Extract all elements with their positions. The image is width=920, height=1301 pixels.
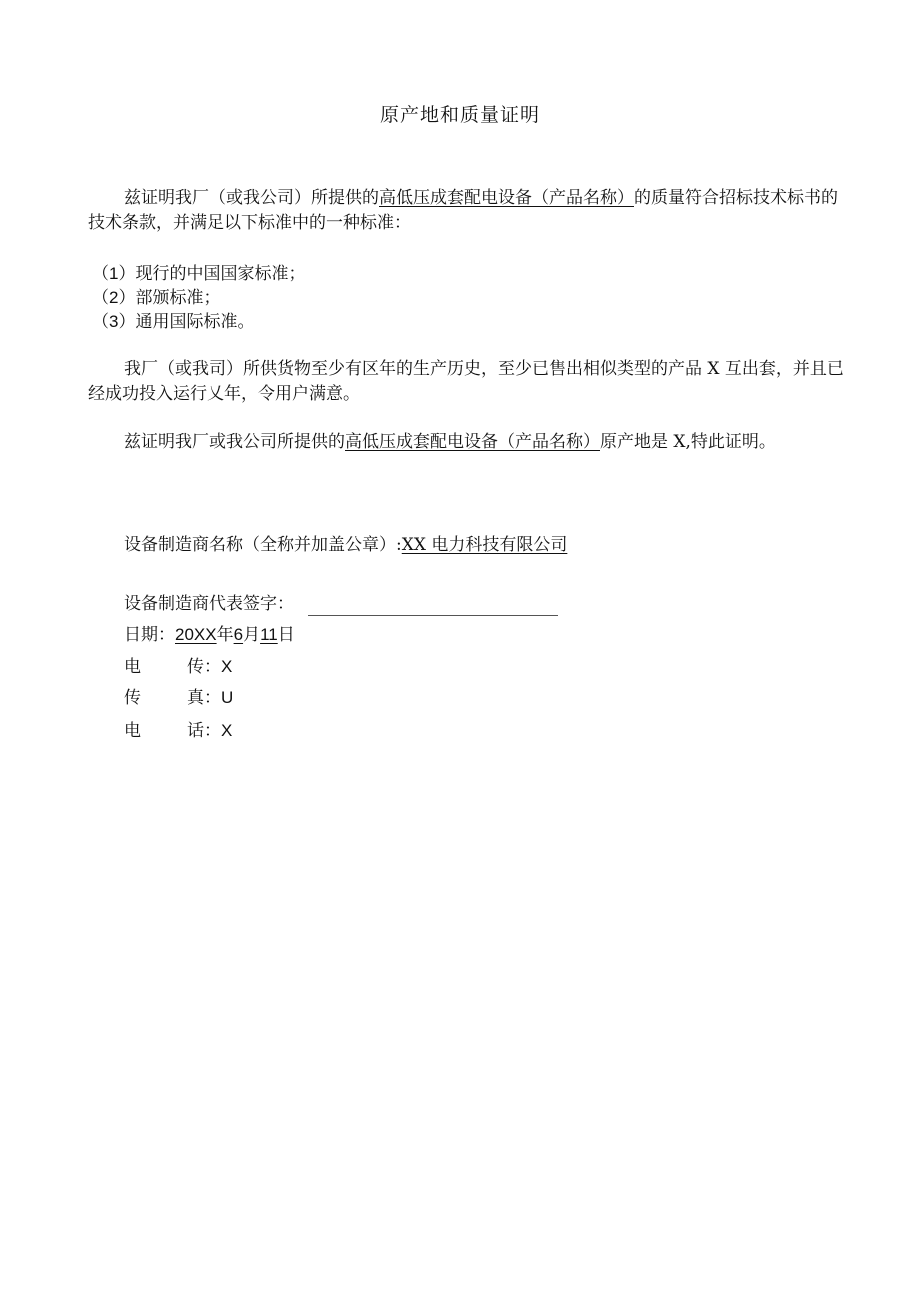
fax-line	[124, 686, 233, 710]
contact-label-second: 传：	[187, 657, 221, 677]
list-item	[92, 286, 220, 310]
list-item-text: 现行的中国国家标准；	[135, 264, 306, 284]
date-year-unit: 年	[216, 625, 234, 645]
contact-value: U	[221, 688, 234, 707]
list-item-number: （2）	[92, 288, 136, 307]
paragraph-quality	[88, 186, 848, 236]
date-label: 日期：	[124, 625, 175, 645]
date-line	[124, 623, 295, 647]
contact-label-second: 话：	[187, 721, 221, 741]
representative-line	[124, 592, 558, 616]
contact-label-first: 电	[124, 721, 141, 741]
product-name: 高低压成套配电设备（产品名称）	[379, 188, 634, 208]
contact-value: X	[221, 657, 233, 676]
manufacturer-label: 设备制造商名称（全称并加盖公章）:	[124, 535, 402, 555]
list-item-number: （1）	[92, 264, 136, 283]
paragraph-origin-suffix: 原产地是 X,特此证明。	[600, 432, 776, 452]
contact-value: X	[221, 721, 233, 740]
date-day-unit: 日	[277, 625, 295, 645]
product-name: 高低压成套配电设备（产品名称）	[345, 432, 600, 452]
list-item	[92, 262, 305, 286]
paragraph-history: 我厂（或我司）所供货物至少有区年的生产历史，至少已售出相似类型的产品 X 互出套，并且已经成功投入运行乂年，令用户满意。	[88, 359, 844, 404]
date-month: 6	[233, 625, 244, 644]
paragraph-origin	[88, 430, 848, 455]
telex-line	[124, 655, 232, 679]
list-item-text: 部颁标准；	[135, 288, 221, 308]
list-item-number: （3）	[92, 312, 136, 331]
contact-label-second: 真：	[187, 688, 221, 708]
representative-label: 设备制造商代表签字：	[124, 594, 294, 614]
document-title: 原产地和质量证明	[379, 104, 540, 126]
paragraph-origin-prefix: 兹证明我厂或我公司所提供的	[124, 432, 345, 452]
date-year: 20XX	[175, 625, 217, 644]
date-month-unit: 月	[243, 625, 261, 645]
manufacturer-line	[124, 533, 567, 557]
manufacturer-name: XX 电力科技有限公司	[401, 535, 568, 555]
contact-label-first: 传	[124, 688, 141, 708]
contact-label-first: 电	[124, 657, 141, 677]
date-day: 11	[260, 625, 278, 644]
list-item	[92, 310, 254, 334]
phone-line	[124, 719, 232, 743]
paragraph-quality-suffix: 的质量符合招标技术标书的技术条款，并满足以下标准中的一种标准：	[88, 188, 838, 233]
signature-field[interactable]	[308, 597, 558, 616]
list-item-text: 通用国际标准。	[135, 312, 255, 332]
paragraph-quality-prefix: 兹证明我厂（或我公司）所提供的	[124, 188, 379, 208]
